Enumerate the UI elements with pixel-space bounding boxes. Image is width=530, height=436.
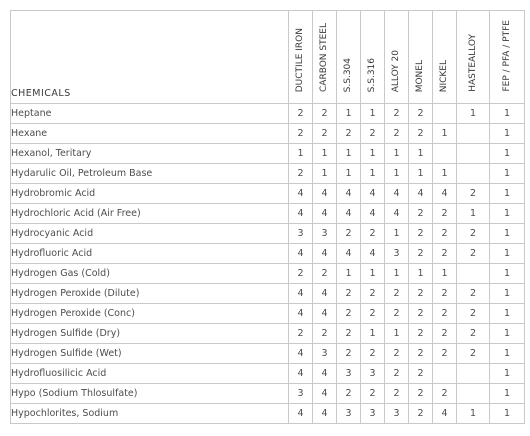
chemical-name: Hydrofluosilicic Acid bbox=[11, 364, 289, 384]
table-row bbox=[11, 204, 525, 224]
table-row bbox=[11, 224, 525, 244]
table-header bbox=[11, 11, 525, 104]
rating-cell: 2 bbox=[337, 324, 361, 344]
rating-cell: 2 bbox=[409, 244, 433, 264]
table-row bbox=[11, 364, 525, 384]
rating-cell: 4 bbox=[289, 184, 313, 204]
rating-cell: 1 bbox=[490, 384, 525, 404]
rating-cell: 2 bbox=[289, 104, 313, 124]
rating-cell: 1 bbox=[490, 184, 525, 204]
column-header-label: MONEL bbox=[415, 59, 425, 92]
rating-cell: 4 bbox=[289, 344, 313, 364]
rating-cell: 1 bbox=[490, 404, 525, 424]
rating-cell: 2 bbox=[289, 324, 313, 344]
rating-cell: 2 bbox=[385, 304, 409, 324]
column-header-label: NICKEL bbox=[439, 59, 449, 92]
chemical-name: Hydrogen Peroxide (Conc) bbox=[11, 304, 289, 324]
rating-cell: 2 bbox=[457, 244, 490, 264]
rating-cell: 1 bbox=[490, 364, 525, 384]
rating-cell: 3 bbox=[361, 404, 385, 424]
rating-cell: 2 bbox=[385, 284, 409, 304]
table-row bbox=[11, 324, 525, 344]
table-row bbox=[11, 384, 525, 404]
compatibility-table-container bbox=[10, 10, 525, 424]
chemical-name: Hydarulic Oil, Petroleum Base bbox=[11, 164, 289, 184]
chemical-name: Hexanol, Teritary bbox=[11, 144, 289, 164]
chemical-name: Hydrofluoric Acid bbox=[11, 244, 289, 264]
rating-cell: 1 bbox=[490, 224, 525, 244]
rating-cell: 2 bbox=[409, 384, 433, 404]
rating-cell: 4 bbox=[433, 404, 457, 424]
rating-cell: 4 bbox=[385, 204, 409, 224]
rating-cell bbox=[457, 164, 490, 184]
rating-cell: 4 bbox=[313, 184, 337, 204]
rating-cell: 2 bbox=[409, 204, 433, 224]
rating-cell bbox=[433, 104, 457, 124]
rating-cell: 1 bbox=[361, 164, 385, 184]
chemical-name: Hypo (Sodium Thlosulfate) bbox=[11, 384, 289, 404]
rating-cell: 4 bbox=[313, 404, 337, 424]
rating-cell: 2 bbox=[457, 224, 490, 244]
rating-cell: 2 bbox=[433, 344, 457, 364]
rating-cell: 1 bbox=[490, 284, 525, 304]
rating-cell: 1 bbox=[490, 104, 525, 124]
column-header bbox=[409, 11, 433, 104]
rating-cell: 2 bbox=[337, 384, 361, 404]
rating-cell: 4 bbox=[289, 284, 313, 304]
rating-cell: 2 bbox=[409, 124, 433, 144]
rating-cell: 2 bbox=[337, 284, 361, 304]
rating-cell: 3 bbox=[337, 404, 361, 424]
rating-cell: 2 bbox=[289, 124, 313, 144]
rating-cell: 1 bbox=[490, 264, 525, 284]
rating-cell: 4 bbox=[337, 184, 361, 204]
rating-cell: 1 bbox=[337, 104, 361, 124]
rating-cell: 1 bbox=[433, 264, 457, 284]
rating-cell: 2 bbox=[433, 384, 457, 404]
chemical-name: Hydrogen Sulfide (Dry) bbox=[11, 324, 289, 344]
rating-cell: 2 bbox=[337, 224, 361, 244]
rating-cell: 2 bbox=[409, 344, 433, 364]
rating-cell: 1 bbox=[409, 264, 433, 284]
rating-cell: 4 bbox=[337, 204, 361, 224]
rating-cell: 2 bbox=[385, 384, 409, 404]
rating-cell: 4 bbox=[289, 204, 313, 224]
rating-cell: 3 bbox=[385, 404, 409, 424]
rating-cell bbox=[457, 124, 490, 144]
rating-cell bbox=[457, 364, 490, 384]
column-header bbox=[385, 11, 409, 104]
rating-cell: 3 bbox=[313, 344, 337, 364]
rating-cell: 1 bbox=[409, 164, 433, 184]
chemical-name: Hydrogen Peroxide (Dilute) bbox=[11, 284, 289, 304]
rating-cell: 2 bbox=[409, 104, 433, 124]
rating-cell bbox=[457, 144, 490, 164]
rating-cell: 4 bbox=[313, 304, 337, 324]
header-row bbox=[11, 11, 525, 104]
rating-cell: 4 bbox=[337, 244, 361, 264]
rating-cell: 2 bbox=[337, 344, 361, 364]
table-row bbox=[11, 184, 525, 204]
rating-cell: 2 bbox=[289, 164, 313, 184]
rating-cell: 1 bbox=[361, 144, 385, 164]
rating-cell: 3 bbox=[289, 224, 313, 244]
rating-cell: 4 bbox=[289, 244, 313, 264]
rating-cell: 2 bbox=[361, 384, 385, 404]
table-row bbox=[11, 404, 525, 424]
table-row bbox=[11, 284, 525, 304]
rating-cell: 4 bbox=[313, 384, 337, 404]
chemical-name: Hydrogen Sulfide (Wet) bbox=[11, 344, 289, 364]
rating-cell: 4 bbox=[289, 364, 313, 384]
rating-cell: 1 bbox=[457, 204, 490, 224]
rating-cell: 2 bbox=[313, 324, 337, 344]
rating-cell: 4 bbox=[313, 284, 337, 304]
column-header-label: FEP / PFA / PTFE bbox=[501, 20, 512, 92]
rating-cell: 1 bbox=[385, 164, 409, 184]
rating-cell: 2 bbox=[433, 244, 457, 264]
rating-cell: 4 bbox=[313, 204, 337, 224]
column-header bbox=[433, 11, 457, 104]
table-row bbox=[11, 264, 525, 284]
rating-cell: 1 bbox=[289, 144, 313, 164]
rating-cell: 1 bbox=[490, 324, 525, 344]
rating-cell: 1 bbox=[490, 244, 525, 264]
table-row bbox=[11, 124, 525, 144]
rating-cell: 2 bbox=[409, 224, 433, 244]
rating-cell: 1 bbox=[490, 124, 525, 144]
rating-cell: 4 bbox=[361, 244, 385, 264]
column-header bbox=[313, 11, 337, 104]
rating-cell: 2 bbox=[433, 304, 457, 324]
rating-cell: 2 bbox=[433, 224, 457, 244]
rating-cell: 1 bbox=[490, 304, 525, 324]
table-row bbox=[11, 164, 525, 184]
rating-cell: 2 bbox=[409, 284, 433, 304]
column-header-label: CARBON STEEL bbox=[319, 23, 329, 92]
rating-cell: 1 bbox=[490, 144, 525, 164]
chemical-name: Hydrocyanic Acid bbox=[11, 224, 289, 244]
table-row bbox=[11, 104, 525, 124]
rating-cell: 1 bbox=[361, 264, 385, 284]
rating-cell: 1 bbox=[337, 144, 361, 164]
rating-cell: 1 bbox=[337, 264, 361, 284]
rating-cell: 4 bbox=[433, 184, 457, 204]
rating-cell: 2 bbox=[433, 204, 457, 224]
column-header-label: S.S.304 bbox=[343, 57, 353, 92]
rating-cell: 1 bbox=[313, 164, 337, 184]
rating-cell: 2 bbox=[313, 124, 337, 144]
rating-cell: 1 bbox=[457, 404, 490, 424]
rating-cell: 2 bbox=[457, 184, 490, 204]
rating-cell: 1 bbox=[490, 204, 525, 224]
rating-cell: 2 bbox=[433, 324, 457, 344]
rating-cell: 1 bbox=[385, 224, 409, 244]
rating-cell: 2 bbox=[385, 364, 409, 384]
rating-cell: 2 bbox=[457, 324, 490, 344]
rating-cell: 3 bbox=[385, 244, 409, 264]
rating-cell: 2 bbox=[409, 364, 433, 384]
rating-cell: 2 bbox=[289, 264, 313, 284]
rating-cell: 2 bbox=[337, 124, 361, 144]
rating-cell: 2 bbox=[337, 304, 361, 324]
rating-cell: 2 bbox=[385, 104, 409, 124]
column-header-label: HASTEALLOY bbox=[467, 34, 478, 92]
column-header-label: S.S.316 bbox=[367, 57, 377, 92]
rating-cell: 4 bbox=[385, 184, 409, 204]
rating-cell: 2 bbox=[361, 304, 385, 324]
table-row bbox=[11, 144, 525, 164]
rating-cell: 1 bbox=[457, 104, 490, 124]
table-body bbox=[11, 104, 525, 424]
rating-cell: 2 bbox=[313, 104, 337, 124]
column-header bbox=[289, 11, 313, 104]
rating-cell: 4 bbox=[289, 404, 313, 424]
rating-cell bbox=[433, 364, 457, 384]
rating-cell: 2 bbox=[457, 284, 490, 304]
chemical-name: Hexane bbox=[11, 124, 289, 144]
column-header bbox=[457, 11, 490, 104]
rating-cell: 4 bbox=[313, 364, 337, 384]
rating-cell: 1 bbox=[409, 144, 433, 164]
rating-cell bbox=[457, 264, 490, 284]
rating-cell: 2 bbox=[385, 344, 409, 364]
rating-cell: 1 bbox=[490, 344, 525, 364]
rating-cell: 4 bbox=[289, 304, 313, 324]
rating-cell: 3 bbox=[337, 364, 361, 384]
rating-cell: 1 bbox=[433, 124, 457, 144]
chemical-name: Heptane bbox=[11, 104, 289, 124]
column-header bbox=[490, 11, 525, 104]
rating-cell: 4 bbox=[313, 244, 337, 264]
rating-cell: 2 bbox=[385, 124, 409, 144]
rating-cell: 1 bbox=[361, 104, 385, 124]
table-row bbox=[11, 344, 525, 364]
rating-cell: 1 bbox=[385, 264, 409, 284]
rating-cell bbox=[457, 384, 490, 404]
chemical-name: Hypochlorites, Sodium bbox=[11, 404, 289, 424]
column-header bbox=[337, 11, 361, 104]
rating-cell: 2 bbox=[361, 344, 385, 364]
rating-cell: 3 bbox=[313, 224, 337, 244]
rating-cell: 1 bbox=[385, 324, 409, 344]
rating-cell: 2 bbox=[361, 224, 385, 244]
rating-cell: 1 bbox=[361, 324, 385, 344]
column-header-label: DUCTILE IRON bbox=[295, 27, 305, 92]
rating-cell: 2 bbox=[409, 304, 433, 324]
chemical-name: Hydrochloric Acid (Air Free) bbox=[11, 204, 289, 224]
rating-cell: 4 bbox=[361, 184, 385, 204]
table-title: CHEMICALS bbox=[11, 11, 289, 104]
rating-cell: 4 bbox=[409, 184, 433, 204]
chemical-name: Hydrobromic Acid bbox=[11, 184, 289, 204]
rating-cell: 1 bbox=[490, 164, 525, 184]
rating-cell: 3 bbox=[289, 384, 313, 404]
rating-cell: 2 bbox=[313, 264, 337, 284]
rating-cell: 2 bbox=[457, 304, 490, 324]
rating-cell: 4 bbox=[361, 204, 385, 224]
table-row bbox=[11, 244, 525, 264]
column-header bbox=[361, 11, 385, 104]
rating-cell: 1 bbox=[433, 164, 457, 184]
chemical-compatibility-table bbox=[10, 10, 525, 424]
rating-cell: 2 bbox=[409, 404, 433, 424]
column-header-label: ALLOY 20 bbox=[391, 49, 401, 92]
table-row bbox=[11, 304, 525, 324]
rating-cell: 2 bbox=[361, 284, 385, 304]
chemical-name: Hydrogen Gas (Cold) bbox=[11, 264, 289, 284]
rating-cell: 2 bbox=[361, 124, 385, 144]
rating-cell: 2 bbox=[457, 344, 490, 364]
rating-cell: 2 bbox=[409, 324, 433, 344]
rating-cell: 1 bbox=[337, 164, 361, 184]
rating-cell: 2 bbox=[433, 284, 457, 304]
rating-cell: 1 bbox=[313, 144, 337, 164]
rating-cell: 3 bbox=[361, 364, 385, 384]
rating-cell: 1 bbox=[385, 144, 409, 164]
rating-cell bbox=[433, 144, 457, 164]
